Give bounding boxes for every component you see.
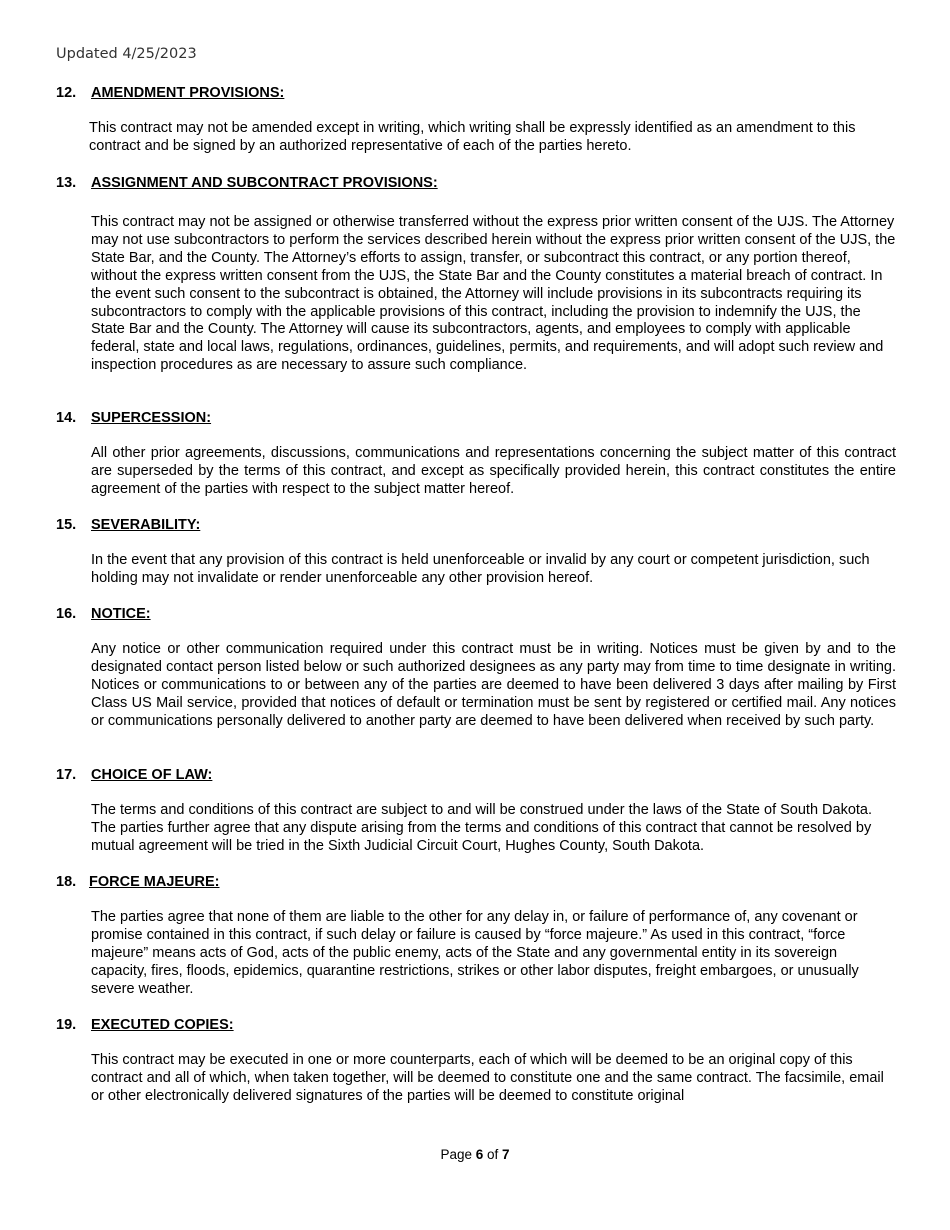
section-15 <box>56 516 896 588</box>
section-12 <box>56 84 896 156</box>
page-footer <box>0 1147 950 1162</box>
section-title: SEVERABILITY: <box>91 517 201 533</box>
section-title: CHOICE OF LAW: <box>91 767 213 783</box>
section-text: This contract may not be amended except in writing, which writing shall be expressly identified as an amendment to this contract and be signed by an authorized representative of each of the parties hereto. <box>89 120 856 154</box>
section-13 <box>56 174 896 375</box>
section-number: 14. <box>56 410 77 426</box>
page-label: Page <box>440 1147 472 1162</box>
section-text: The parties agree that none of them are liable to the other for any delay in, or failure of performance of, any covenant or promise contained in this contract, if such delay or failure is caused by “force majeure.” As used in this contract, “force majeure” means acts of God, acts of the public enemy, acts of the State and any governmental entity in its sovereign capacity, fires, floods, epidemics, quarantine restrictions, strikes or other labor disputes, freight embargoes, or unusually severe weather. <box>91 909 859 997</box>
section-number: 15. <box>56 517 77 533</box>
section-title: AMENDMENT PROVISIONS: <box>91 85 285 101</box>
section-16 <box>56 605 896 731</box>
section-19 <box>56 1016 896 1106</box>
section-number: 18. <box>56 874 77 890</box>
section-title: SUPERCESSION: <box>91 410 212 426</box>
section-17 <box>56 766 896 856</box>
section-14 <box>56 409 896 499</box>
page-current: 6 <box>475 1147 484 1162</box>
section-text: This contract may be executed in one or more counterparts, each of which will be deemed to be an original copy of this contract and all of which, when taken together, will be deemed to constitute one and the same contract. The facsimile, email or other electronically delivered signatures of the parties will be deemed to constitute original <box>91 1052 884 1104</box>
section-text: The terms and conditions of this contract are subject to and will be construed under the laws of the State of South Dakota. The parties further agree that any dispute arising from the terms and conditions of this contract that cannot be resolved by mutual agreement will be tried in the Sixth Judicial Circuit Court, Hughes County, South Dakota. <box>91 802 873 854</box>
section-number: 19. <box>56 1017 77 1033</box>
section-title: EXECUTED COPIES: <box>91 1017 234 1033</box>
section-title: FORCE MAJEURE: <box>89 874 220 890</box>
section-18 <box>56 873 896 999</box>
section-number: 12. <box>56 85 77 101</box>
updated-date: Updated 4/25/2023 <box>56 46 197 62</box>
section-title: ASSIGNMENT AND SUBCONTRACT PROVISIONS: <box>91 175 438 191</box>
section-number: 16. <box>56 606 77 622</box>
section-text: In the event that any provision of this contract is held unenforceable or invalid by any court or competent jurisdiction, such holding may not invalidate or render unenforceable any other provision hereof. <box>91 552 870 586</box>
section-title: NOTICE: <box>91 606 151 622</box>
of-label: of <box>487 1147 499 1162</box>
section-number: 17. <box>56 767 77 783</box>
section-text: All other prior agreements, discussions, communications and representations concerning the subject matter of this contract are superseded by the terms of this contract, and except as specifically provided herein, this contract constitutes the entire agreement of the parties with respect to the subject matter hereof. <box>91 445 896 497</box>
section-text: This contract may not be assigned or otherwise transferred without the express prior written consent of the UJS. The Attorney may not use subcontractors to perform the services described herein without the express prior written consent of the UJS, the State Bar, and the County. The Attorney’s efforts to assign, transfer, or subcontract this contract, or any portion thereof, without the express written consent from the UJS, the State Bar and the County constitutes a material breach of contract. In the event such consent to the subcontract is obtained, the Attorney will include provisions in its subcontracts requiring its subcontractors to comply with the applicable provisions of this contract, including the provision to indemnify the UJS, the State Bar and the County. The Attorney will cause its subcontractors, agents, and employees to comply with applicable federal, state and local laws, regulations, ordinances, guidelines, permits, and requirements, and will adopt such review and inspection procedures as are necessary to assure such compliance. <box>91 214 896 374</box>
page-total: 7 <box>502 1147 510 1162</box>
section-text: Any notice or other communication required under this contract must be in writing. Notices must be given by and to the designated contact person listed below or such authorized designees as any party may from time to time designate in writing. Notices or communications to or between any of the parties are deemed to have been delivered 3 days after mailing by First Class US Mail service, provided that notices of default or termination must be sent by registered or certified mail. Any notices or communications personally delivered to another party are deemed to have been delivered when received by such party. <box>91 641 896 729</box>
section-number: 13. <box>56 175 77 191</box>
